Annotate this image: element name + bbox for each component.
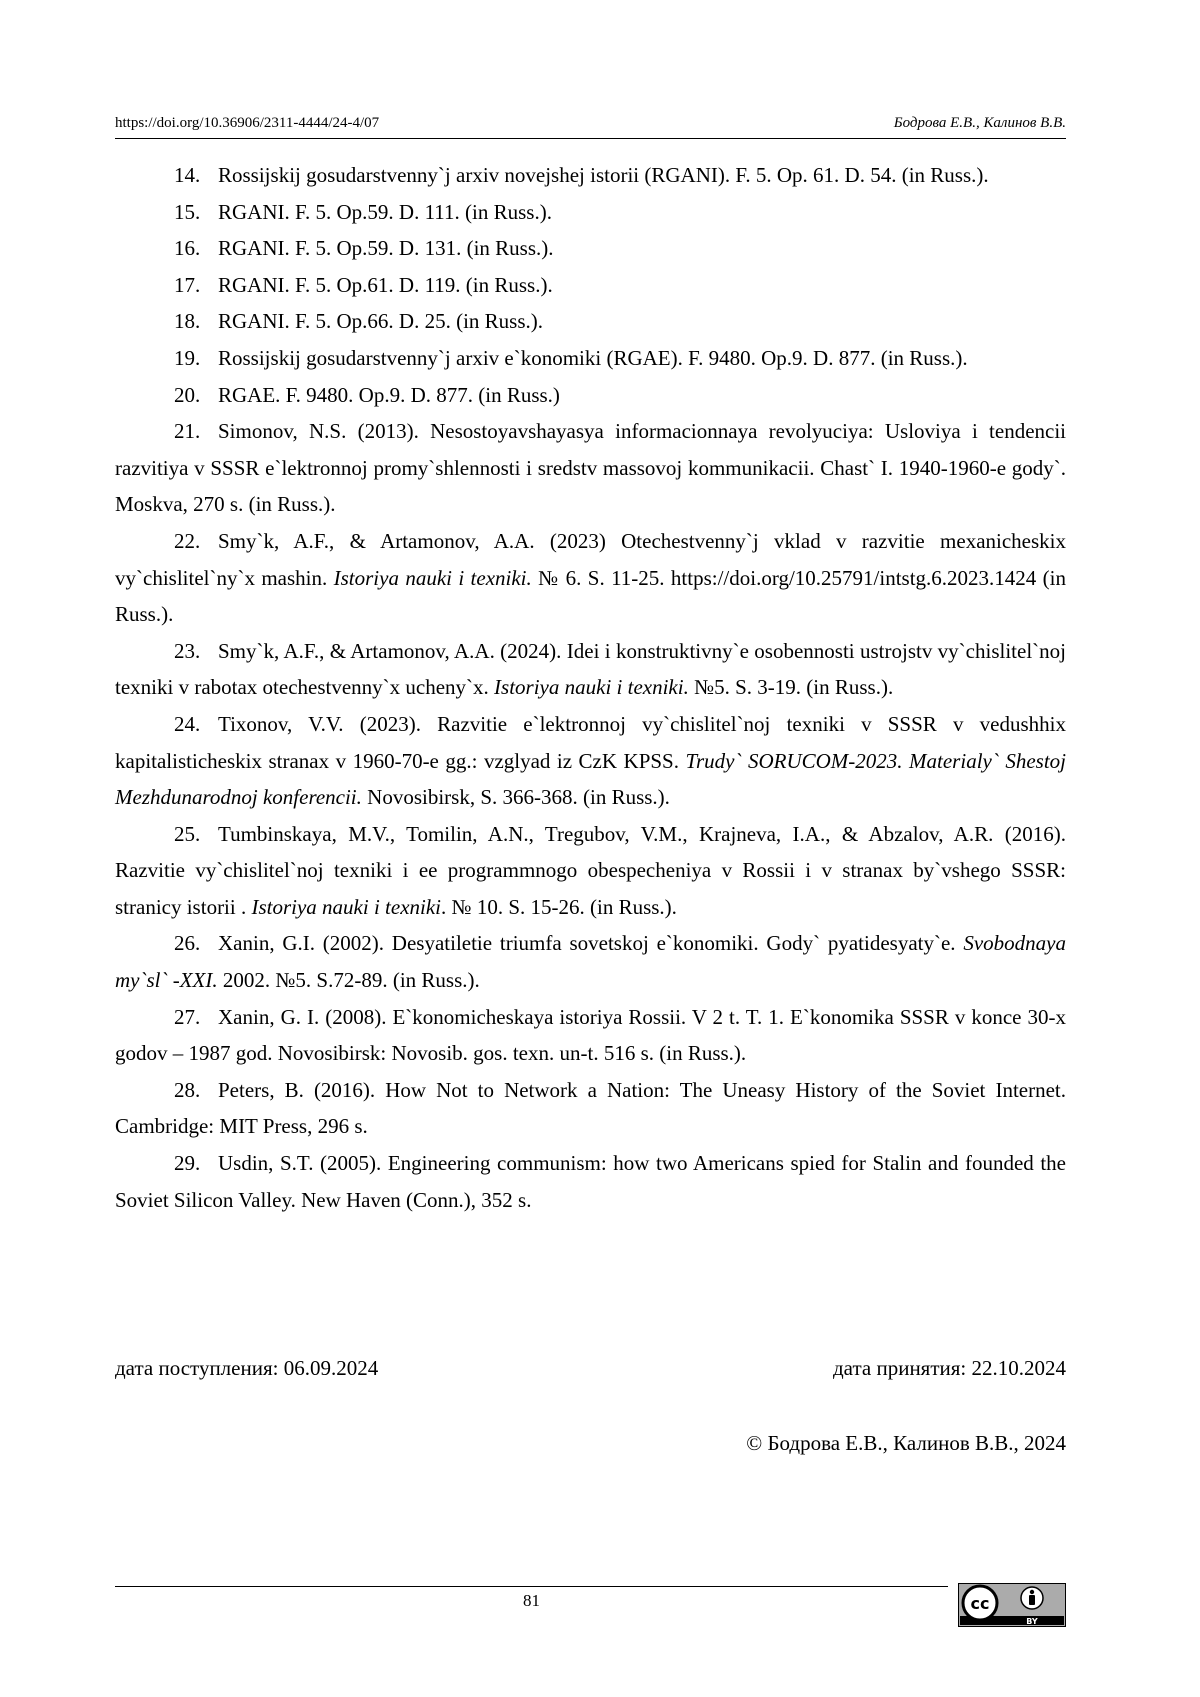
reference-number: 17. [174, 272, 201, 297]
reference-number: 29. [174, 1151, 201, 1176]
reference-item [115, 194, 1066, 231]
reference-number: 23. [174, 638, 201, 663]
running-authors: Бодрова Е.В., Калинов В.В. [893, 115, 1066, 131]
copyright-notice: © Бодрова Е.В., Калинов В.В., 2024 [746, 1431, 1066, 1455]
reference-text: Xanin, G.I. (2002). Desyatiletie triumfa sovetskoj e`konomiki. Gody` pyatidesyaty`e. [218, 931, 964, 956]
reference-text: RGANI. F. 5. Op.61. D. 119. (in Russ.). [218, 272, 553, 297]
reference-item [115, 267, 1066, 304]
reference-item [115, 1072, 1066, 1145]
reference-number: 22. [174, 528, 201, 553]
reference-item [115, 816, 1066, 926]
reference-text: RGANI. F. 5. Op.59. D. 111. (in Russ.). [218, 199, 552, 224]
reference-number: 27. [174, 1004, 201, 1029]
reference-text: RGANI. F. 5. Op.66. D. 25. (in Russ.). [218, 309, 543, 334]
reference-text: Usdin, S.T. (2005). Engineering communism: how two Americans spied for Stalin and founded the Soviet Silicon Valley. New Haven (Conn.), 352 s. [115, 1151, 1066, 1212]
reference-number: 21. [174, 419, 201, 444]
doi-link[interactable]: https://doi.org/10.36906/2311-4444/24-4/07 [115, 115, 380, 131]
reference-number: 16. [174, 236, 201, 261]
reference-source-title: Istoriya nauki i texniki [251, 894, 442, 919]
article-dates [115, 1356, 1066, 1381]
reference-text: RGANI. F. 5. Op.59. D. 131. (in Russ.). [218, 236, 554, 261]
reference-text: Rossijskij gosudarstvenny`j arxiv e`konomiki (RGAE). F. 9480. Op.9. D. 877. (in Russ.). [218, 345, 968, 370]
reference-text: Tixonov, V.V. (2023). Razvitie e`lektronnoj vy`chislitel`noj texniki v SSSR v vedushhix kapitalisticheskix stranax v 1960-70-e gg.: vzglyad iz CzK KPSS. [115, 711, 1066, 773]
reference-text: №5. S. 3-19. (in Russ.). [688, 675, 894, 700]
reference-item [115, 413, 1066, 523]
cc-by-license-icon[interactable] [958, 1583, 1066, 1627]
by-text: BY [1026, 1617, 1038, 1626]
reference-item [115, 523, 1066, 633]
reference-text: RGAE. F. 9480. Op.9. D. 877. (in Russ.) [218, 382, 560, 407]
reference-item [115, 633, 1066, 706]
page-number: 81 [523, 1591, 540, 1610]
reference-item [115, 999, 1066, 1072]
reference-source-title: Istoriya nauki i texniki. [333, 565, 532, 590]
reference-item [115, 1145, 1066, 1218]
reference-text: 2002. №5. S.72-89. (in Russ.). [217, 968, 480, 993]
page-header [115, 104, 1066, 139]
reference-number: 20. [174, 382, 201, 407]
reference-item [115, 340, 1066, 377]
reference-text: Tumbinskaya, M.V., Tomilin, A.N., Tregubov, V.M., Krajneva, I.A., & Abzalov, A.R. (2016). Razvitie vy`chislitel`noj texniki i ee programmnogo obespecheniya v Rossii i v stranax by`vshego SSSR: stranicy istorii . [115, 821, 1066, 919]
reference-number: 24. [174, 711, 201, 736]
reference-item [115, 157, 1066, 194]
reference-text: Simonov, N.S. (2013). Nesostoyavshayasya informacionnaya revolyuciya: Usloviya i tendencii razvitiya v SSSR e`lektronnoj promy`shlennosti i sredstv massovoj kommunikacii. Chast` I. 1940-1960-e gody`. Moskva, 270 s. (in Russ.). [115, 419, 1066, 517]
reference-item [115, 303, 1066, 340]
reference-text: № 6. S. 11-25. https://doi.org/10.25791/intstg.6.2023.1424 (in Russ.). [115, 565, 1066, 627]
reference-text: . № 10. S. 15-26. (in Russ.). [441, 894, 677, 919]
reference-item [115, 706, 1066, 816]
cc-text: cc [970, 1594, 990, 1613]
reference-text: Smy`k, A.F., & Artamonov, A.A. (2024). Idei i konstruktivny`e osobennosti ustrojstv vy`chislitel`noj texniki v rabotax otechestvenny`x ucheny`x. [115, 638, 1066, 700]
reference-list [115, 157, 1066, 1218]
reference-text: Smy`k, A.F., & Artamonov, A.A. (2023) Otechestvenny`j vklad v razvitie mexanicheskix vy`chislitel`ny`x mashin. [115, 528, 1066, 590]
reference-item [115, 230, 1066, 267]
reference-number: 14. [174, 163, 201, 187]
reference-text: Peters, B. (2016). How Not to Network a Nation: The Uneasy History of the Soviet Internet. Cambridge: MIT Press, 296 s. [115, 1077, 1066, 1139]
reference-number: 25. [174, 821, 201, 846]
reference-item [115, 377, 1066, 414]
reference-source-title: Istoriya nauki i texniki. [494, 675, 689, 700]
reference-number: 28. [174, 1077, 201, 1102]
reference-source-title: Svobodnaya my`sl` -XXI. [115, 931, 1066, 993]
reference-number: 19. [174, 345, 201, 370]
footer-divider [115, 1586, 948, 1587]
reference-text: Xanin, G. I. (2008). E`konomicheskaya istoriya Rossii. V 2 t. T. 1. E`konomika SSSR v konce 30-x godov – 1987 god. Novosibirsk: Novosib. gos. texn. un-t. 516 s. (in Russ.). [115, 1004, 1066, 1066]
reference-source-title: Trudy` SORUCOM-2023. Materialy` Shestoj Mezhdunarodnoj konferencii. [115, 748, 1066, 810]
reference-text: Novosibirsk, S. 366-368. (in Russ.). [361, 785, 670, 810]
reference-number: 15. [174, 199, 201, 224]
reference-text: Rossijskij gosudarstvenny`j arxiv novejshej istorii (RGANI). F. 5. Op. 61. D. 54. (in Russ.). [218, 163, 989, 187]
reference-number: 26. [174, 931, 201, 956]
reference-number: 18. [174, 309, 201, 334]
received-date: дата поступления: 06.09.2024 [115, 1356, 379, 1380]
accepted-date: дата принятия: 22.10.2024 [833, 1356, 1066, 1380]
reference-item [115, 925, 1066, 998]
